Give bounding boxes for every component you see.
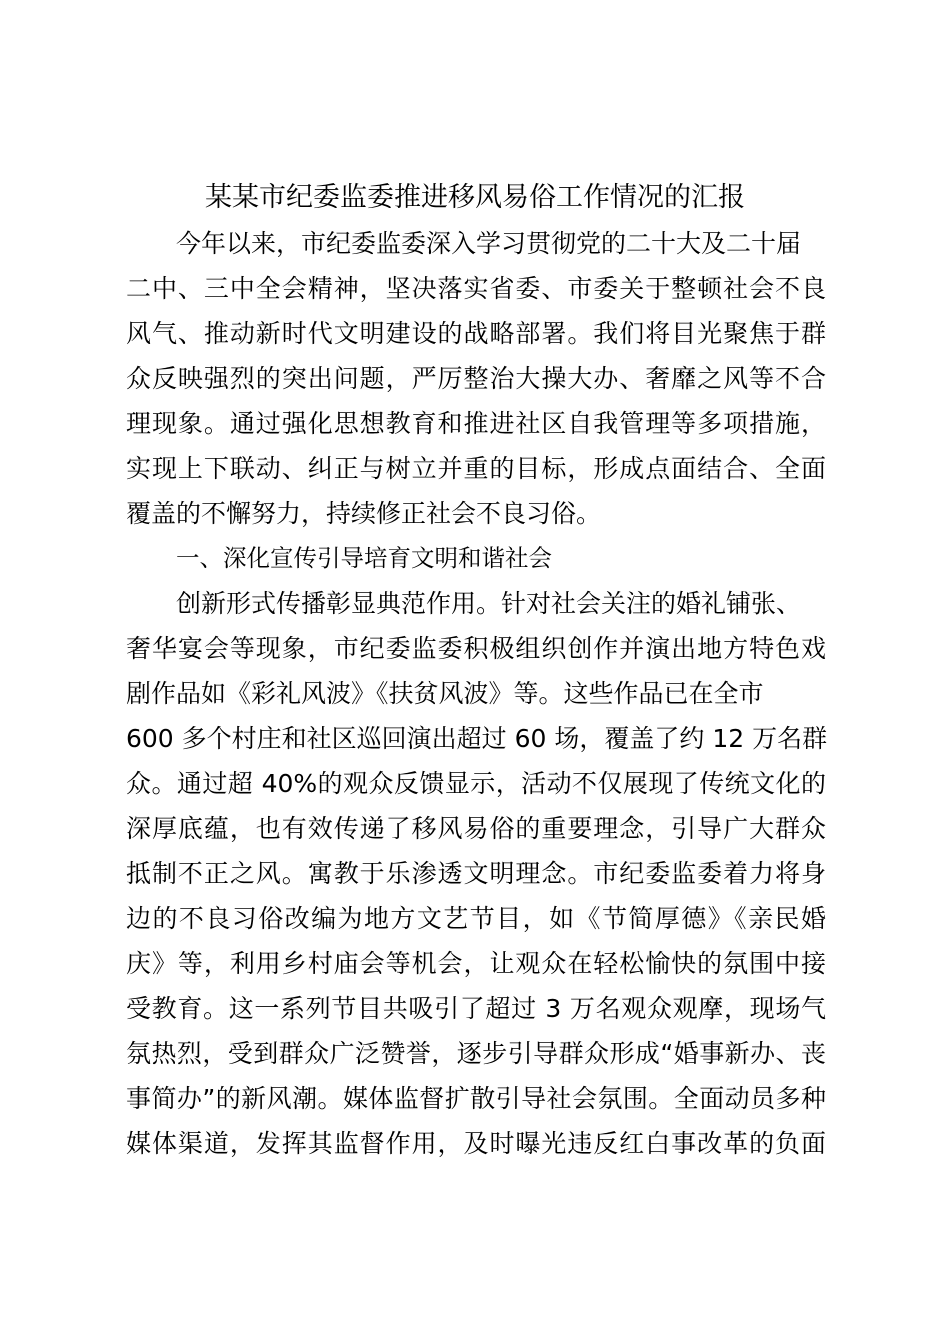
paragraph-line: 奢华宴会等现象，市纪委监委积极组织创作并演出地方特色戏 <box>126 634 826 663</box>
document-title: 某某市纪委监委推进移风易俗工作情况的汇报 <box>205 182 745 213</box>
paragraph-line: 理现象。通过强化思想教育和推进社区自我管理等多项措施， <box>126 409 826 438</box>
paragraph-line: 创新形式传播彰显典范作用。针对社会关注的婚礼铺张、 <box>176 589 802 618</box>
paragraph-line: 剧作品如《彩礼风波》《扶贫风波》等。这些作品已在全市 <box>126 679 764 708</box>
paragraph-line: 受教育。这一系列节目共吸引了超过 3 万名观众观摩，现场气 <box>126 994 826 1023</box>
paragraph-line: 众。通过超 40%的观众反馈显示，活动不仅展现了传统文化的 <box>126 769 826 798</box>
paragraph-line: 二中、三中全会精神，坚决落实省委、市委关于整顿社会不良 <box>126 274 826 303</box>
paragraph-line: 边的不良习俗改编为地方文艺节目，如《节简厚德》《亲民婚 <box>126 904 826 933</box>
section-heading: 一、深化宣传引导培育文明和谐社会 <box>176 544 552 572</box>
paragraph-line: 600 多个村庄和社区巡回演出超过 60 场，覆盖了约 12 万名群 <box>126 724 828 753</box>
paragraph-line: 深厚底蕴，也有效传递了移风易俗的重要理念，引导广大群众 <box>126 814 826 843</box>
paragraph-line: 覆盖的不懈努力，持续修正社会不良习俗。 <box>126 499 602 528</box>
paragraph-line: 事简办”的新风潮。媒体监督扩散引导社会氛围。全面动员多种 <box>126 1084 826 1113</box>
paragraph-line: 庆》等，利用乡村庙会等机会，让观众在轻松愉快的氛围中接 <box>126 949 826 978</box>
paragraph-line: 众反映强烈的突出问题，严厉整治大操大办、奢靡之风等不合 <box>126 364 826 393</box>
paragraph-line: 氛热烈，受到群众广泛赞誉，逐步引导群众形成“婚事新办、丧 <box>126 1039 826 1068</box>
paragraph-line: 今年以来，市纪委监委深入学习贯彻党的二十大及二十届 <box>176 229 802 258</box>
paragraph-line: 实现上下联动、纠正与树立并重的目标，形成点面结合、全面 <box>126 454 826 483</box>
paragraph-line: 媒体渠道，发挥其监督作用，及时曝光违反红白事改革的负面 <box>126 1129 826 1158</box>
paragraph-line: 风气、推动新时代文明建设的战略部署。我们将目光聚焦于群 <box>126 319 826 348</box>
document-body <box>126 221 826 1166</box>
paragraph-line: 抵制不正之风。寓教于乐渗透文明理念。市纪委监委着力将身 <box>126 859 826 888</box>
